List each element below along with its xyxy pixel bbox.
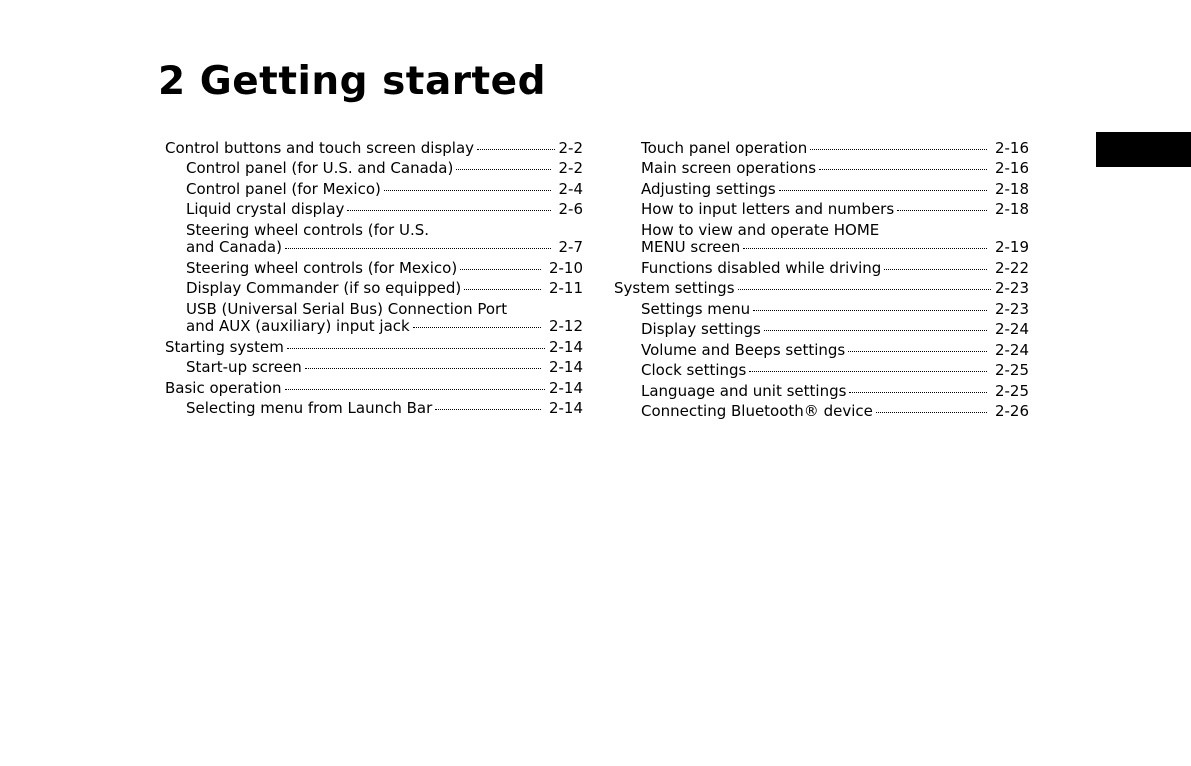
chapter-title: 2 Getting started: [158, 59, 547, 104]
toc-entry[interactable]: [614, 320, 1029, 341]
dot-leader: [413, 327, 541, 328]
toc-entry-label: How to input letters and numbers: [641, 200, 895, 218]
toc-entry[interactable]: [165, 258, 583, 279]
toc-entry[interactable]: [614, 340, 1029, 361]
toc-entry-label: Starting system: [165, 337, 284, 356]
toc-entry[interactable]: [614, 402, 1029, 423]
dot-leader: [287, 348, 545, 349]
toc-entry[interactable]: [614, 220, 1029, 258]
toc-right-column: [614, 138, 1029, 422]
toc-entry[interactable]: [165, 159, 583, 180]
dot-leader: [464, 289, 541, 290]
dot-leader: [753, 310, 987, 311]
toc-entry-label: Selecting menu from Launch Bar: [186, 399, 433, 417]
toc-entry-label: and Canada): [186, 238, 282, 256]
toc-entry-page: 2-19: [994, 238, 1029, 256]
toc-entry-page: 2-7: [558, 238, 583, 256]
dot-leader: [884, 269, 987, 270]
toc-entry-page: 2-22: [994, 258, 1029, 277]
toc-entry-label: Connecting Bluetooth® device: [641, 402, 873, 420]
toc-entry-page: 2-2: [558, 159, 583, 177]
toc-entry-label: MENU screen: [641, 238, 741, 256]
toc-entry[interactable]: [165, 337, 583, 358]
toc-entry-page: 2-16: [994, 159, 1029, 177]
toc-entry-page: 2-24: [994, 320, 1029, 338]
chapter-tab-marker: [1096, 132, 1189, 167]
toc-entry[interactable]: [614, 159, 1029, 180]
toc-entry-label: Volume and Beeps settings: [641, 340, 846, 359]
toc-entry-page: 2-14: [548, 378, 583, 397]
toc-entry-label: Control panel (for U.S. and Canada): [186, 159, 454, 177]
dot-leader: [749, 371, 987, 372]
toc-entry-page: 2-23: [994, 279, 1029, 297]
toc-entry-page: 2-18: [994, 179, 1029, 198]
toc-entry[interactable]: [165, 200, 583, 221]
toc-entry-label: Steering wheel controls (for Mexico): [186, 258, 458, 277]
dot-leader: [384, 190, 551, 191]
dot-leader: [764, 330, 987, 331]
toc-entry[interactable]: [614, 200, 1029, 221]
dot-leader: [779, 190, 987, 191]
toc-entry[interactable]: [165, 358, 583, 379]
toc-entry[interactable]: [614, 381, 1029, 402]
toc-entry-label: Adjusting settings: [641, 179, 776, 198]
toc-entry-page: 2-25: [994, 381, 1029, 400]
dot-leader: [305, 368, 541, 369]
toc-entry-label: System settings: [614, 279, 735, 297]
dot-leader: [347, 210, 550, 211]
dot-leader: [460, 269, 541, 270]
toc-entry[interactable]: [165, 179, 583, 200]
toc-entry-label: Display Commander (if so equipped): [186, 279, 462, 297]
toc-entry[interactable]: [614, 138, 1029, 159]
toc-entry[interactable]: [614, 361, 1029, 382]
dot-leader: [810, 149, 987, 150]
toc-entry[interactable]: [165, 220, 583, 258]
dot-leader: [849, 392, 987, 393]
dot-leader: [897, 210, 987, 211]
toc-entry-page: 2-11: [548, 279, 583, 297]
toc-entry-page: 2-16: [994, 138, 1029, 157]
toc-entry-page: 2-2: [558, 138, 583, 157]
toc-entry-page: 2-26: [994, 402, 1029, 420]
dot-leader: [738, 289, 991, 290]
dot-leader: [848, 351, 987, 352]
toc-entry-page: 2-14: [548, 399, 583, 417]
toc-entry-label-line1: How to view and operate HOME: [641, 220, 880, 239]
toc-entry-label-line1: USB (Universal Serial Bus) Connection Port: [186, 299, 508, 318]
dot-leader: [435, 409, 541, 410]
toc-entry[interactable]: [165, 378, 583, 399]
toc-entry-page: 2-10: [548, 258, 583, 277]
toc-entry[interactable]: [614, 179, 1029, 200]
toc-entry-label: Start-up screen: [186, 358, 302, 376]
toc-entry[interactable]: [165, 138, 583, 159]
toc-entry-label: Settings menu: [641, 299, 751, 318]
toc-entry-label: Control buttons and touch screen display: [165, 138, 475, 157]
dot-leader: [876, 412, 987, 413]
toc-entry-label: Display settings: [641, 320, 761, 338]
toc-entry-label: Functions disabled while driving: [641, 258, 882, 277]
toc-entry-label-line1: Steering wheel controls (for U.S.: [186, 220, 430, 239]
toc-entry-label: Language and unit settings: [641, 381, 847, 400]
toc-entry-page: 2-14: [548, 337, 583, 356]
dot-leader: [743, 248, 987, 249]
toc-entry[interactable]: [614, 299, 1029, 320]
toc-entry-label: Main screen operations: [641, 159, 817, 177]
dot-leader: [819, 169, 987, 170]
toc-entry-page: 2-6: [558, 200, 583, 218]
toc-entry[interactable]: [165, 399, 583, 420]
toc-entry[interactable]: [614, 258, 1029, 279]
toc-entry-page: 2-24: [994, 340, 1029, 359]
toc-entry[interactable]: [165, 279, 583, 300]
toc-entry[interactable]: [614, 279, 1029, 300]
toc-entry-page: 2-14: [548, 358, 583, 376]
toc-entry-page: 2-12: [548, 317, 583, 335]
toc-entry-label: and AUX (auxiliary) input jack: [186, 317, 410, 335]
dot-leader: [285, 248, 551, 249]
toc-entry-label: Touch panel operation: [641, 138, 808, 157]
toc-entry-page: 2-23: [994, 299, 1029, 318]
toc-entry-page: 2-25: [994, 361, 1029, 379]
toc-left-column: [165, 138, 583, 419]
toc-entry-page: 2-18: [994, 200, 1029, 218]
dot-leader: [285, 389, 545, 390]
toc-entry-label: Basic operation: [165, 378, 282, 397]
toc-entry-label: Clock settings: [641, 361, 747, 379]
toc-entry[interactable]: [165, 299, 583, 337]
dot-leader: [477, 149, 554, 150]
dot-leader: [456, 169, 550, 170]
toc-entry-label: Control panel (for Mexico): [186, 179, 381, 198]
toc-entry-label: Liquid crystal display: [186, 200, 345, 218]
toc-entry-page: 2-4: [558, 179, 583, 198]
